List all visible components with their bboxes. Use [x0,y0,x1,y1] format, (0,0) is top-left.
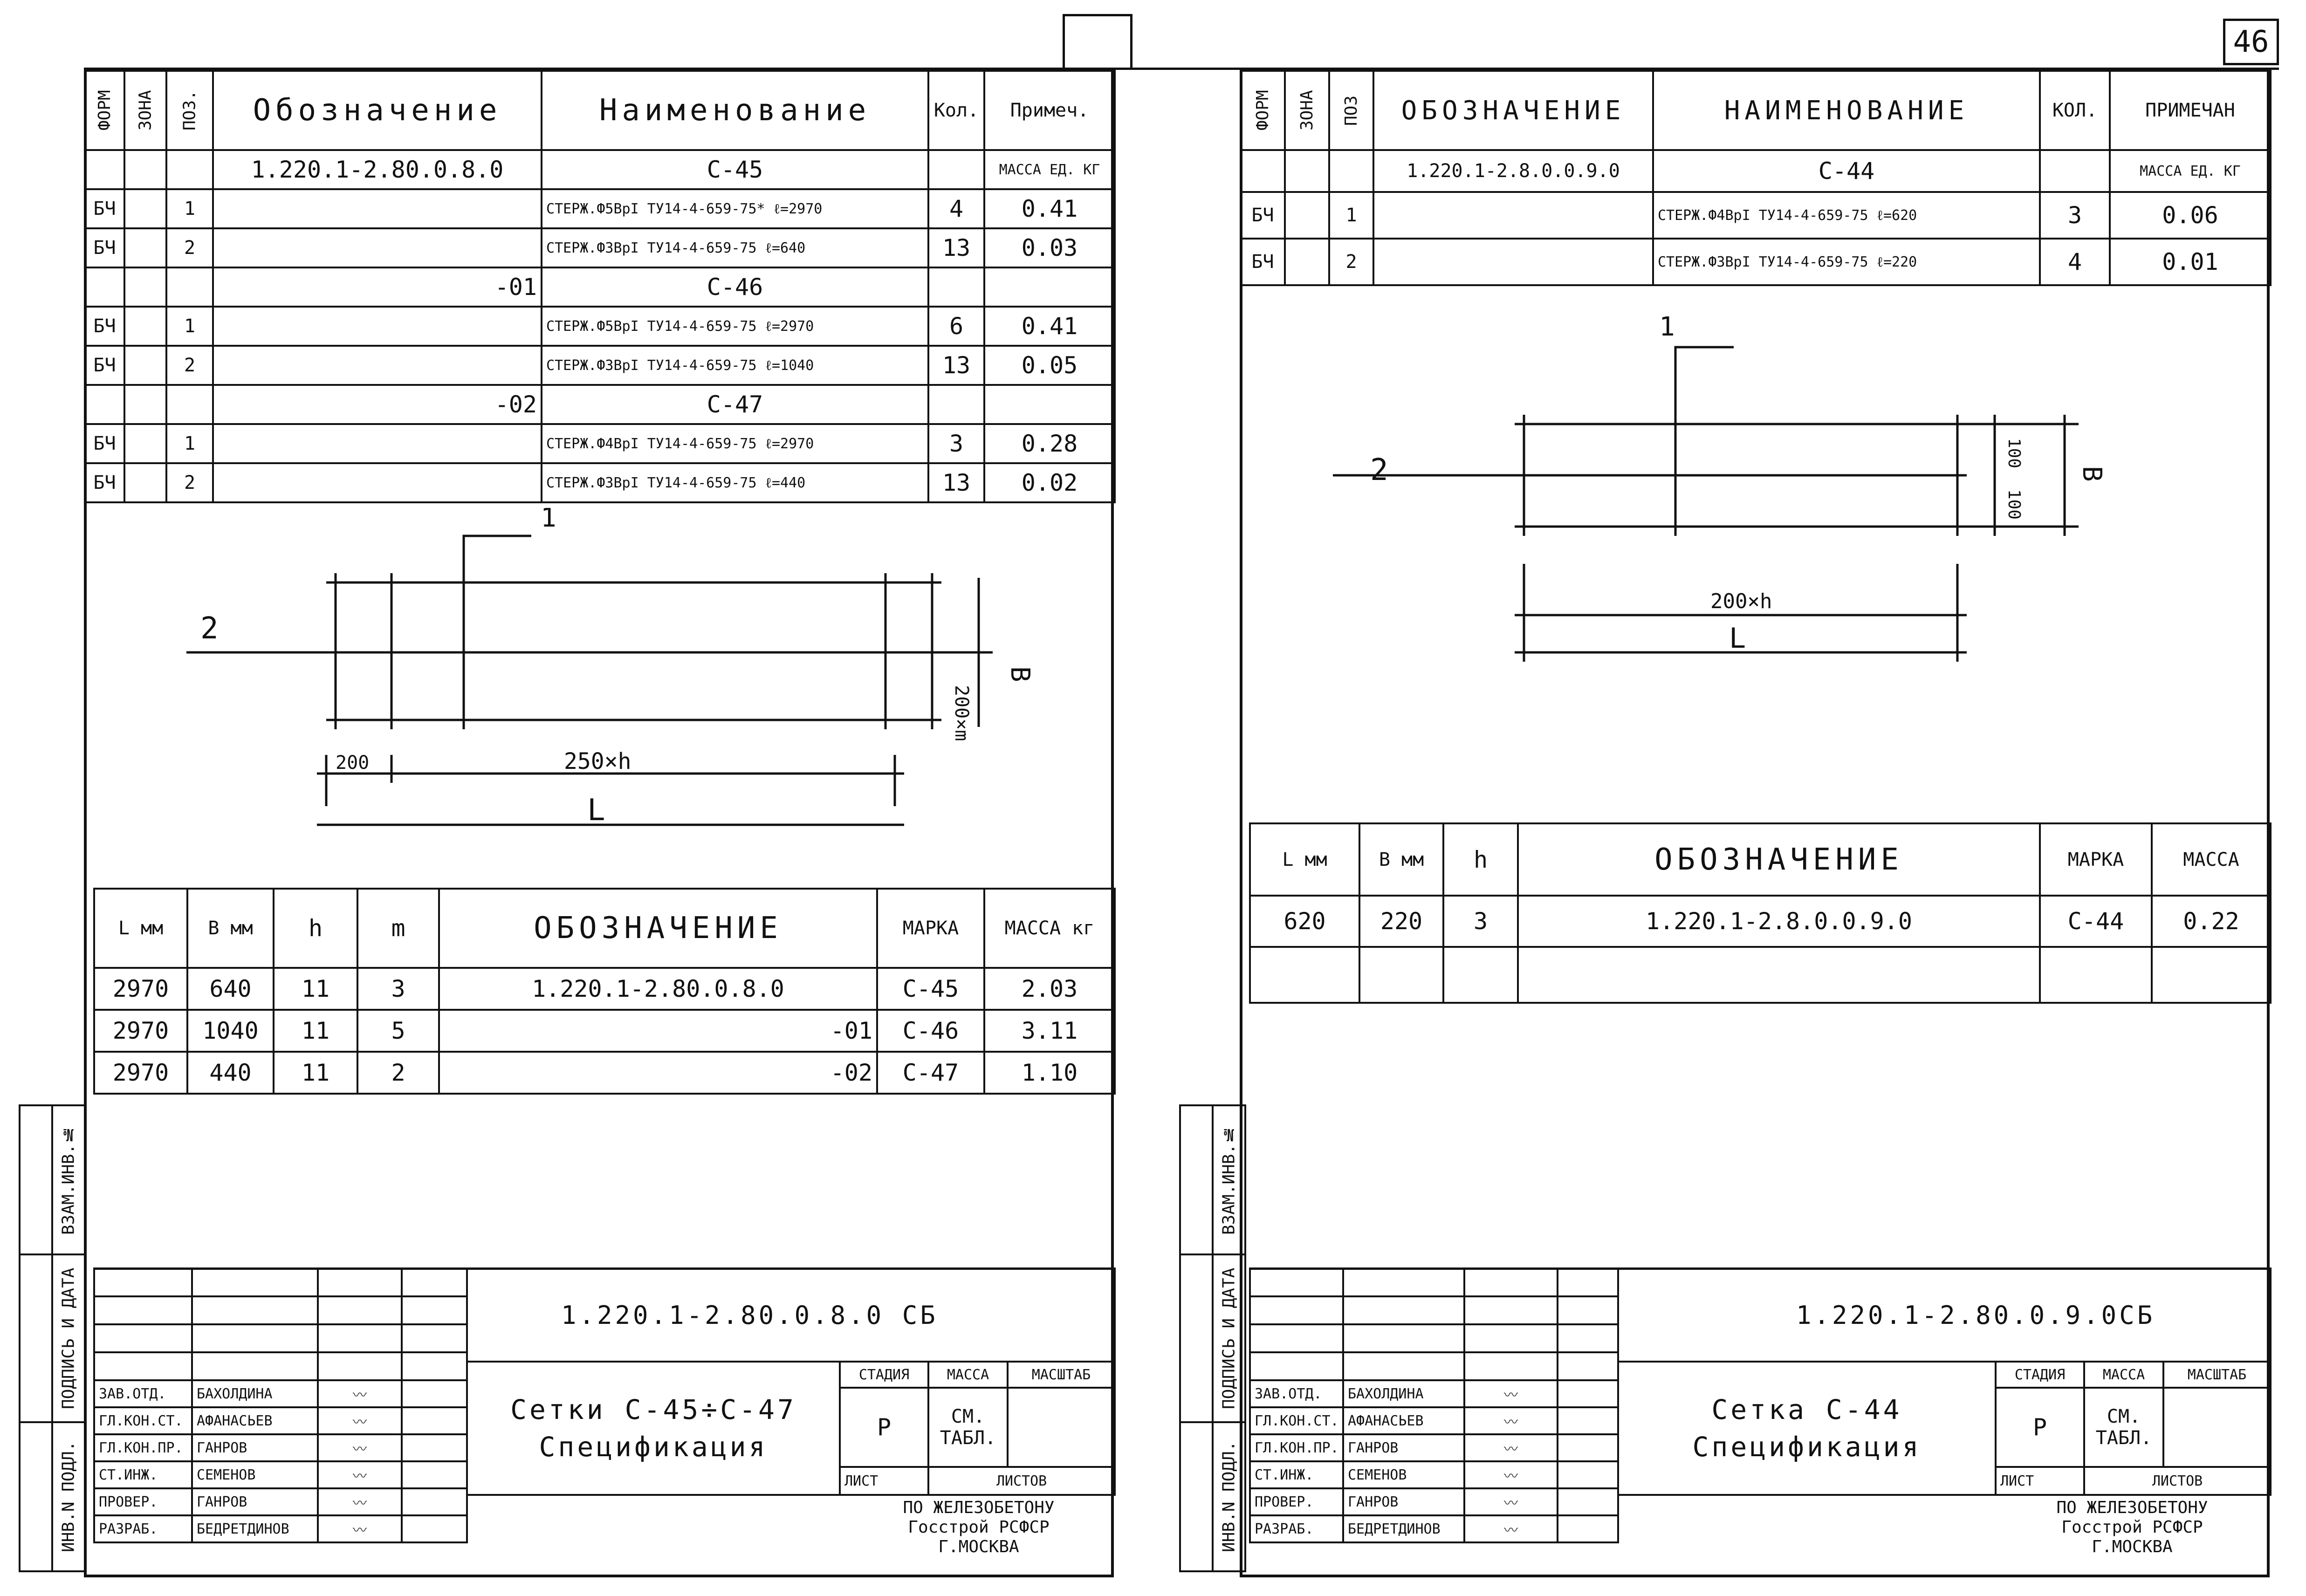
table-row: 2970 1040 11 5 -01 С-46 3.11 [94,1010,1115,1052]
leader-pos1 [1675,347,1734,424]
pos-2-label: 2 [200,611,219,646]
table-row: БЧ 1 СТЕРЖ.Ф5ВрІ ТУ14-4-659-75 ℓ=2970 6 0.41 [85,307,1115,346]
table-row: -02 С-47 [85,385,1115,424]
table-row: 2970 640 11 3 1.220.1-2.80.0.8.0 С-45 2.03 [94,968,1115,1010]
pos-2-label: 2 [1370,453,1388,487]
dim-m: 200×m [951,685,972,741]
signature: 〰 [318,1488,402,1515]
col-name: Наименование [542,71,928,150]
leader-pos1 [464,536,531,582]
binding-tab [1063,14,1132,70]
right-side-strip: ВЗАМ.ИНВ.№ ПОДПИСЬ И ДАТА ИНВ.N ПОДЛ. [1179,1104,1246,1572]
dim-step: 250×h [564,748,631,774]
right-spec-table [1240,70,2272,286]
side-label-vzam: ВЗАМ.ИНВ.№ [52,1105,85,1254]
stamp-code: 1.220.1-2.80.0.8.0 СБ [467,1268,1115,1362]
col-zone: ЗОНА [124,71,166,150]
col-qty: Кол. [928,71,984,150]
table-row: 1.220.1-2.80.0.8.0 С-45 МАССА ЕД. КГ [85,150,1115,189]
signature: 〰 [1464,1407,1558,1434]
left-stamp-main: 1.220.1-2.80.0.8.0 СБ Сетки С-45÷С-47 Спецификация СТАДИЯ МАССА МАСШТАБ Р СМ. ТАБЛ. ЛИСТ ЛИСТОВ [466,1267,1116,1496]
dim-L: L [587,793,605,828]
table-row: БЧ 1 СТЕРЖ.Ф5ВрІ ТУ14-4-659-75* ℓ=2970 4 0.41 [85,189,1115,228]
table-row: ЗАВ.ОТД. БАХОЛДИНА 〰 [1250,1380,1618,1407]
left-spec-header [85,71,1115,150]
dim-100a: 100 [2004,438,2024,469]
table-row: ЗАВ.ОТД. БАХОЛДИНА 〰 [94,1380,467,1407]
stamp-code: 1.220.1-2.80.0.9.0СБ [1618,1268,2271,1362]
right-mark-header: L мм В мм h ОБОЗНАЧЕНИЕ МАРКА МАССА [1250,823,2271,896]
signature: 〰 [1464,1434,1558,1461]
pos-1-label: 1 [541,508,556,533]
left-stamp-people [93,1267,468,1543]
signature: 〰 [318,1461,402,1488]
table-row: ГЛ.КОН.ПР. ГАНРОВ 〰 [94,1434,467,1461]
pos-1-label: 1 [1659,312,1675,342]
col-pos: ПОЗ. [166,71,213,150]
table-row: РАЗРАБ. БЕДРЕТДИНОВ 〰 [94,1515,467,1542]
signature: 〰 [318,1434,402,1461]
table-row: БЧ 2 СТЕРЖ.Ф3ВрІ ТУ14-4-659-75 ℓ=220 4 0.01 [1241,239,2271,285]
table-row: БЧ 2 СТЕРЖ.Ф3ВрІ ТУ14-4-659-75 ℓ=1040 13 0.05 [85,346,1115,385]
right-stamp-org: ПО ЖЕЛЕЗОБЕТОНУ Госстрой РСФСР Г.МОСКВА [2056,1498,2208,1556]
dim-step: 200×h [1710,589,1772,613]
left-stamp-org: ПО ЖЕЛЕЗОБЕТОНУ Госстрой РСФСР Г.МОСКВА [903,1498,1055,1556]
table-row: БЧ 2 СТЕРЖ.Ф3ВрІ ТУ14-4-659-75 ℓ=640 13 0.03 [85,228,1115,267]
signature: 〰 [1464,1380,1558,1407]
right-mark-table [1249,822,2272,1004]
table-row: РАЗРАБ. БЕДРЕТДИНОВ 〰 [1250,1515,1618,1542]
left-mark-header: L мм В мм h m ОБОЗНАЧЕНИЕ МАРКА МАССА кг [94,889,1115,968]
stamp-title: Сетки С-45÷С-47 Спецификация [467,1362,840,1495]
table-row: 2970 440 11 2 -02 С-47 1.10 [94,1052,1115,1094]
table-row: 620 220 3 1.220.1-2.8.0.0.9.0 С-44 0.22 [1250,896,2271,947]
table-row: СТ.ИНЖ. СЕМЕНОВ 〰 [94,1461,467,1488]
signature: 〰 [318,1407,402,1434]
table-row: ГЛ.КОН.СТ. АФАНАСЬЕВ 〰 [1250,1407,1618,1434]
table-row: БЧ 1 СТЕРЖ.Ф4ВрІ ТУ14-4-659-75 ℓ=2970 3 0.28 [85,424,1115,463]
col-note: Примеч. [984,71,1115,150]
right-stamp-people [1249,1267,1619,1543]
dim-L: L [1729,622,1746,655]
stamp-title: Сетка С-44 Спецификация [1618,1362,1996,1495]
signature: 〰 [318,1515,402,1542]
left-mesh-drawing [84,508,1109,862]
left-mark-table [93,888,1116,1095]
right-stamp-main: 1.220.1-2.80.0.9.0СБ Сетка С-44 Спецификация СТАДИЯ МАССА МАСШТАБ Р СМ. ТАБЛ. ЛИСТ ЛИСТОВ [1617,1267,2272,1496]
dim-B: В [1005,666,1035,682]
page-number: 46 [2233,25,2269,59]
right-mesh-drawing [1240,298,2265,699]
signature: 〰 [318,1380,402,1407]
table-row: БЧ 2 СТЕРЖ.Ф3ВрІ ТУ14-4-659-75 ℓ=440 13 0.02 [85,463,1115,502]
table-row: ГЛ.КОН.СТ. АФАНАСЬЕВ 〰 [94,1407,467,1434]
dim-200: 200 [336,752,370,774]
table-row: ПРОВЕР. ГАНРОВ 〰 [94,1488,467,1515]
table-row: ГЛ.КОН.ПР. ГАНРОВ 〰 [1250,1434,1618,1461]
left-side-strip [19,1104,86,1572]
signature: 〰 [1464,1488,1558,1515]
signature: 〰 [1464,1461,1558,1488]
dim-B: В [2077,466,2107,482]
table-row: БЧ 1 СТЕРЖ.Ф4ВрІ ТУ14-4-659-75 ℓ=620 3 0.06 [1241,192,2271,239]
table-row: СТ.ИНЖ. СЕМЕНОВ 〰 [1250,1461,1618,1488]
table-row: -01 С-46 [85,267,1115,307]
col-designation: Обозначение [213,71,542,150]
page-number-box [2223,19,2279,65]
table-row: ПРОВЕР. ГАНРОВ 〰 [1250,1488,1618,1515]
dim-100b: 100 [2004,489,2024,520]
side-label-inv: ИНВ.N ПОДЛ. [52,1422,85,1571]
table-row: 1.220.1-2.8.0.0.9.0 С-44 МАССА ЕД. КГ [1241,150,2271,192]
signature: 〰 [1464,1515,1558,1542]
col-form: ФОРМ [85,71,124,150]
left-spec-table [84,70,1116,503]
side-label-signature: ПОДПИСЬ И ДАТА [52,1254,85,1422]
right-spec-header: ФОРМ ЗОНА ПОЗ ОБОЗНАЧЕНИЕ НАИМЕНОВАНИЕ КОЛ. ПРИМЕЧАН [1241,71,2271,150]
